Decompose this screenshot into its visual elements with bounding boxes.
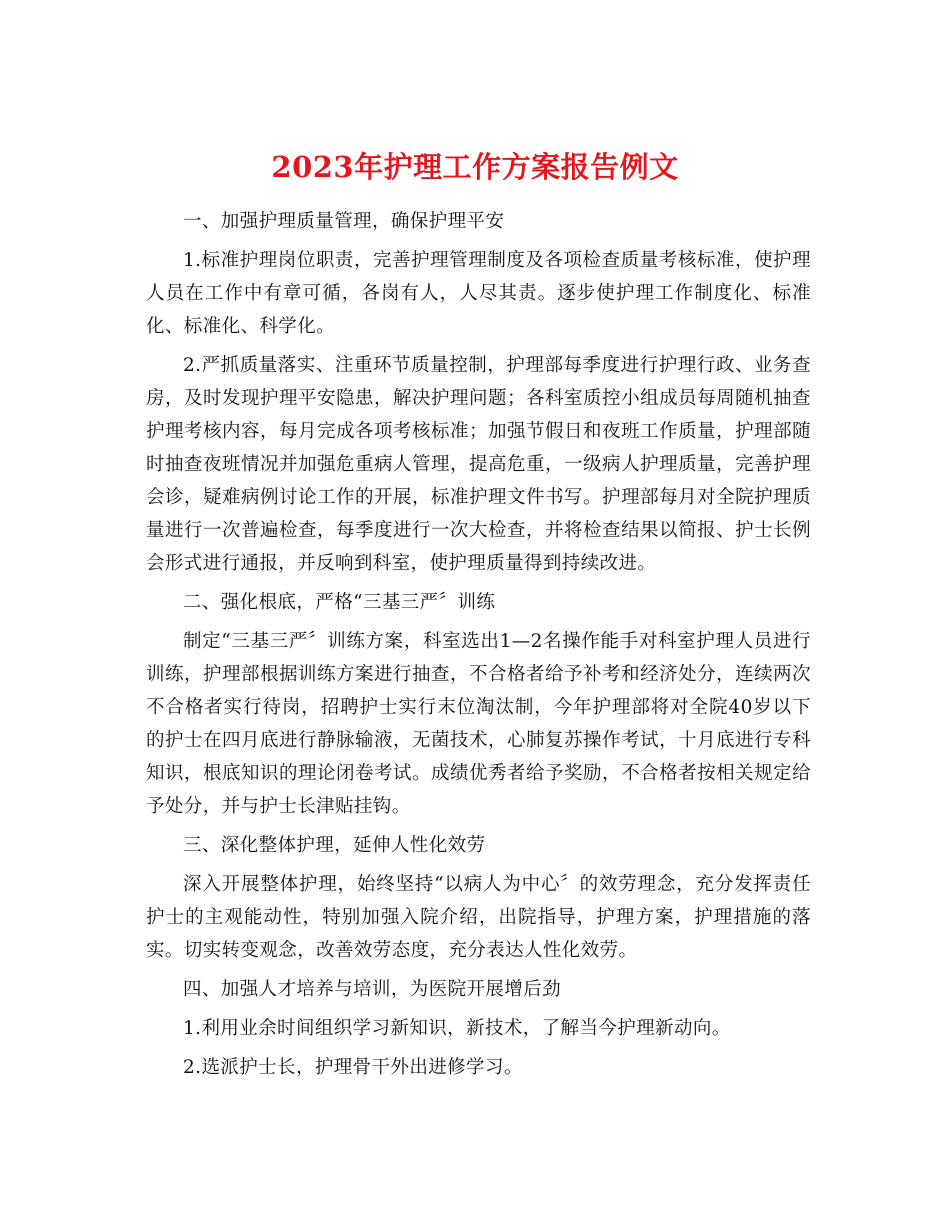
- paragraph-1-2: 2.严抓质量落实、注重环节质量控制，护理部每季度进行护理行政、业务查房，及时发现护理平安隐患，解决护理问题；各科室质控小组成员每周随机抽查护理考核内容，每月完成各项考核标准；加强节假日和夜班工作质量，护理部随时抽查夜班情况并加强危重病人管理，提高危重，一级病人护理质量，完善护理会诊，疑难病例讨论工作的开展，标准护理文件书写。护理部每月对全院护理质量进行一次普遍检查，每季度进行一次大检查，并将检查结果以简报、护士长例会形式进行通报，并反响到科室，使护理质量得到持续改进。: [146, 355, 811, 574]
- paragraph-3-1: 深入开展整体护理，始终坚持“以病人为中心〞的效劳理念，充分发挥责任护士的主观能动性，特别加强入院介绍，出院指导，护理方案，护理措施的落实。切实转变观念，改善效劳态度，充分表达人性化效劳。: [146, 874, 811, 961]
- section-heading-2: 二、强化根底，严格“三基三严〞训练: [183, 592, 496, 613]
- paragraph-4-2: 2.选派护士长，护理骨干外出进修学习。: [183, 1057, 523, 1078]
- section-heading-4: 四、加强人才培养与培训，为医院开展增后劲: [183, 979, 562, 1000]
- page-title: 2023年护理工作方案报告例文: [271, 150, 679, 185]
- paragraph-1-1: 1.标准护理岗位职责，完善护理管理制度及各项检查质量考核标准，使护理人员在工作中有章可循，各岗有人，人尽其责。逐步使护理工作制度化、标准化、标准化、科学化。: [146, 250, 811, 337]
- paragraph-2-1: 制定“三基三严〞训练方案，科室选出1—2名操作能手对科室护理人员进行训练，护理部根据训练方案进行抽查，不合格者给予补考和经济处分，连续两次不合格者实行待岗，招聘护士实行末位淘汰制，今年护理部将对全院40岁以下的护士在四月底进行静脉输液，无菌技术，心肺复苏操作考试，十月底进行专科知识，根底知识的理论闭卷考试。成绩优秀者给予奖励，不合格者按相关规定给予处分，并与护士长津贴挂钩。: [146, 631, 811, 817]
- document-body: [146, 205, 811, 1090]
- section-heading-1: 一、加强护理质量管理，确保护理平安: [183, 211, 505, 232]
- paragraph-4-1: 1.利用业余时间组织学习新知识，新技术，了解当今护理新动向。: [183, 1018, 731, 1039]
- section-heading-3: 三、深化整体护理，延伸人性化效劳: [183, 835, 486, 856]
